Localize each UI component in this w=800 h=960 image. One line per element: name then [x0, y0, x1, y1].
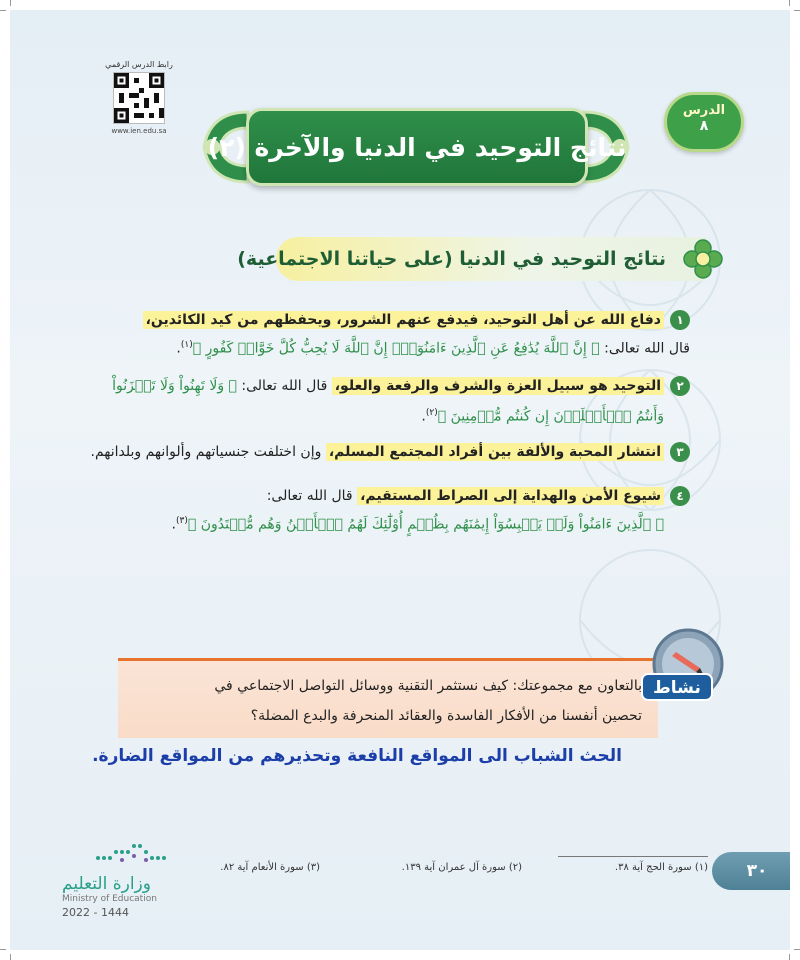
list-item: [267, 486, 690, 506]
list-item-quote: ﴿ ٱلَّذِينَ ءَامَنُواْ وَلَمۡ يَلۡبِسُوٓاْ إِيمَٰنَهُم بِظُلۡمٍ أُوْلَٰٓئِكَ لَهُمُ ٱلۡأَمۡنُ وَهُم مُّهۡتَدُونَ ﴾$^{(٣)}$.: [171, 516, 664, 533]
flower-ornament-icon: [682, 238, 724, 280]
qr-label: رابط الدرس الرقمي: [105, 60, 173, 69]
edition-year: 2022 - 1444: [62, 906, 129, 919]
item-text: قال الله تعالى:: [266, 488, 358, 504]
item-highlight: شيوع الأمن والهداية إلى الصراط المستقيم،: [357, 487, 664, 505]
item-highlight: دفاع الله عن أهل التوحيد، فيدفع عنهم الشرور، ويحفظهم من كيد الكائدين،: [143, 311, 664, 329]
list-item: [112, 376, 690, 396]
quran-verse: ﴿ ٱلَّذِينَ ءَامَنُواْ وَلَمۡ يَلۡبِسُوٓاْ إِيمَٰنَهُم بِظُلۡمٍ أُوْلَٰٓئِكَ لَهُمُ ٱلۡأَمۡنُ وَهُم مُّهۡتَدُونَ ﴾: [187, 516, 664, 533]
lesson-label: الدرس: [682, 103, 726, 118]
page-title: نتائج التوحيد في الدنيا والآخرة (٢): [207, 132, 627, 162]
footnote-3: (٣) سورة الأنعام آية ٨٢.: [220, 862, 320, 873]
digital-lesson-qr[interactable]: [98, 60, 180, 135]
item-highlight: انتشار المحبة والألفة بين أفراد المجتمع المسلم،: [326, 443, 664, 461]
item-highlight: التوحيد هو سبيل العزة والشرف والرفعة والعلو،: [332, 377, 664, 395]
item-number: ٢: [670, 376, 690, 396]
item-number: ١: [670, 310, 690, 330]
footnote-ref: (٣): [176, 516, 188, 526]
crop-mark: [794, 949, 800, 950]
list-item: [91, 442, 690, 462]
item-number: ٤: [670, 486, 690, 506]
crop-mark: [789, 954, 790, 960]
quote-intro: قال الله تعالى:: [599, 340, 690, 357]
ministry-dots-icon: [92, 838, 172, 866]
activity-question-line1: بالتعاون مع مجموعتك: كيف نستثمر التقنية ووسائل التواصل الاجتماعي في: [214, 678, 642, 694]
list-item-quote: وَأَنتُمُ ٱلۡأَعۡلَوۡنَ إِن كُنتُم مُّؤۡمِنِينَ ﴾$^{(٢)}$.: [421, 408, 664, 425]
activity-label: نشاط: [653, 678, 701, 698]
page-number: ٣٠: [712, 852, 790, 890]
lesson-title-banner: [207, 108, 627, 186]
crop-mark: [10, 0, 11, 6]
crop-mark: [789, 0, 790, 6]
list-item-quote: قال الله تعالى: ﴿ إِنَّ ٱللَّهَ يُدَٰفِعُ عَنِ ٱلَّذِينَ ءَامَنُوٓاْۗ إِنَّ ٱللَّهَ لَا يُحِبُّ كُلَّ خَوَّانٖ كَفُورٍ ﴾$^{(١)}$.: [176, 340, 690, 357]
section-heading-bar: [237, 237, 706, 281]
quran-verse: ﴿ إِنَّ ٱللَّهَ يُدَٰفِعُ عَنِ ٱلَّذِينَ ءَامَنُوٓاْۗ إِنَّ ٱللَّهَ لَا يُحِبُّ كُلَّ خَوَّانٖ كَفُورٍ ﴾: [192, 340, 600, 357]
crop-mark: [794, 10, 800, 11]
lesson-number: ٨: [699, 118, 709, 134]
crop-mark: [0, 10, 6, 11]
activity-box: [118, 658, 658, 738]
list-item: [143, 310, 690, 330]
crop-mark: [10, 954, 11, 960]
ministry-arabic-name: وزارة التعليم: [62, 874, 151, 894]
item-text: وإن اختلفت جنسياتهم وألوانهم وبلدانهم.: [90, 444, 326, 460]
quran-verse: ﴿ وَلَا تَهِنُواْ وَلَا تَحۡزَنُواْ: [112, 378, 237, 394]
footnote-2: (٢) سورة آل عمران آية ١٣٩.: [401, 862, 522, 873]
footnote-ref: (٢): [425, 408, 438, 418]
footnote-divider: [558, 856, 708, 857]
item-text: قال الله تعالى:: [236, 378, 332, 394]
quran-verse-continued: وَأَنتُمُ ٱلۡأَعۡلَوۡنَ إِن كُنتُم مُّؤۡمِنِينَ ﴾: [437, 408, 664, 425]
activity-question-line2: تحصين أنفسنا من الأفكار الفاسدة والعقائد المنحرفة والبدع المضلة؟: [250, 708, 642, 724]
lesson-badge: [664, 92, 744, 152]
qr-code-icon[interactable]: [113, 72, 165, 124]
crop-mark: [0, 949, 6, 950]
ministry-logo: [62, 838, 182, 919]
item-number: ٣: [670, 442, 690, 462]
ministry-english-name: Ministry of Education: [62, 894, 157, 904]
textbook-page: [10, 10, 790, 950]
footnote-1: (١) سورة الحج آية ٣٨.: [614, 862, 708, 873]
qr-url: www.ien.edu.sa: [111, 127, 167, 135]
activity-badge-icon: [638, 624, 730, 716]
footnote-ref: (١): [180, 340, 193, 350]
section-heading: نتائج التوحيد في الدنيا (على حياتنا الاجتماعية): [237, 248, 666, 270]
activity-answer: الحث الشباب الى المواقع النافعة وتحذيرهم من المواقع الضارة.: [92, 746, 622, 766]
